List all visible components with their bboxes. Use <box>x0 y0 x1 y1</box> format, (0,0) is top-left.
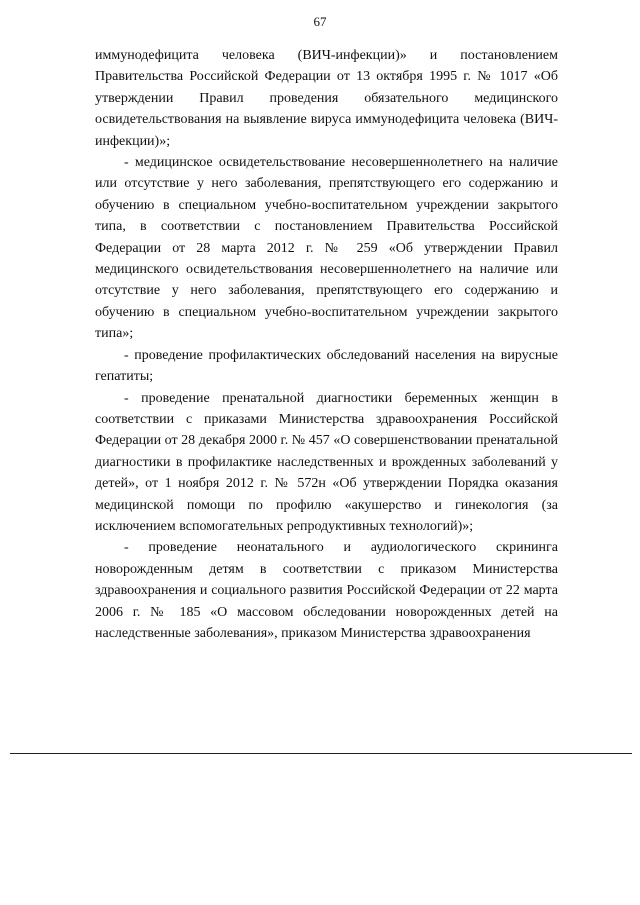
document-body <box>95 45 558 644</box>
paragraph-continuation: иммунодефицита человека (ВИЧ-инфекции)» и постановлением Правительства Российской Федерации от 13 октября 1995 г. № 1017 «Об утверждении Правил проведения обязательного медицинского освидетельствования на выявление вируса иммунодефицита человека (ВИЧ-инфекции)»; <box>95 48 558 149</box>
list-item-juvenile-examination: - медицинское освидетельствование несовершеннолетнего на наличие или отсутствие у него заболевания, препятствующего его содержанию и обучению в специальном учебно-воспитательном учреждении закрытого типа, в соответствии с постановлением Правительства Российской Федерации от 28 марта 2012 г. № 259 «Об утверждении Правил медицинского освидетельствования несовершеннолетнего на наличие или отсутствие у него заболевания, препятствующего его содержанию и обучению в специальном учебно-воспитательном учреждении закрытого типа»; <box>95 155 558 342</box>
list-item-hepatitis-screening: - проведение профилактических обследований населения на вирусные гепатиты; <box>95 347 558 385</box>
footnote-divider <box>10 753 632 754</box>
list-item-neonatal-screening: - проведение неонатального и аудиологического скрининга новорожденным детям в соответствии с приказом Министерства здравоохранения и социального развития Российской Федерации от 22 марта 2006 г. № 185 «О массовом обследовании новорожденных детей на наследственные заболевания», приказом Министерства здравоохранения <box>95 540 558 641</box>
list-item-prenatal-diagnostics: - проведение пренатальной диагностики беременных женщин в соответствии с приказами Министерства здравоохранения Российской Федерации от 28 декабря 2000 г. № 457 «О совершенствовании пренатальной диагностики в профилактике наследственных и врожденных заболеваний у детей», от 1 ноября 2012 г. № 572н «Об утверждении Порядка оказания медицинской помощи по профилю «акушерство и гинекология (за исключением вспомогательных репродуктивных технологий)»; <box>95 390 558 534</box>
page-number: 67 <box>313 14 327 29</box>
